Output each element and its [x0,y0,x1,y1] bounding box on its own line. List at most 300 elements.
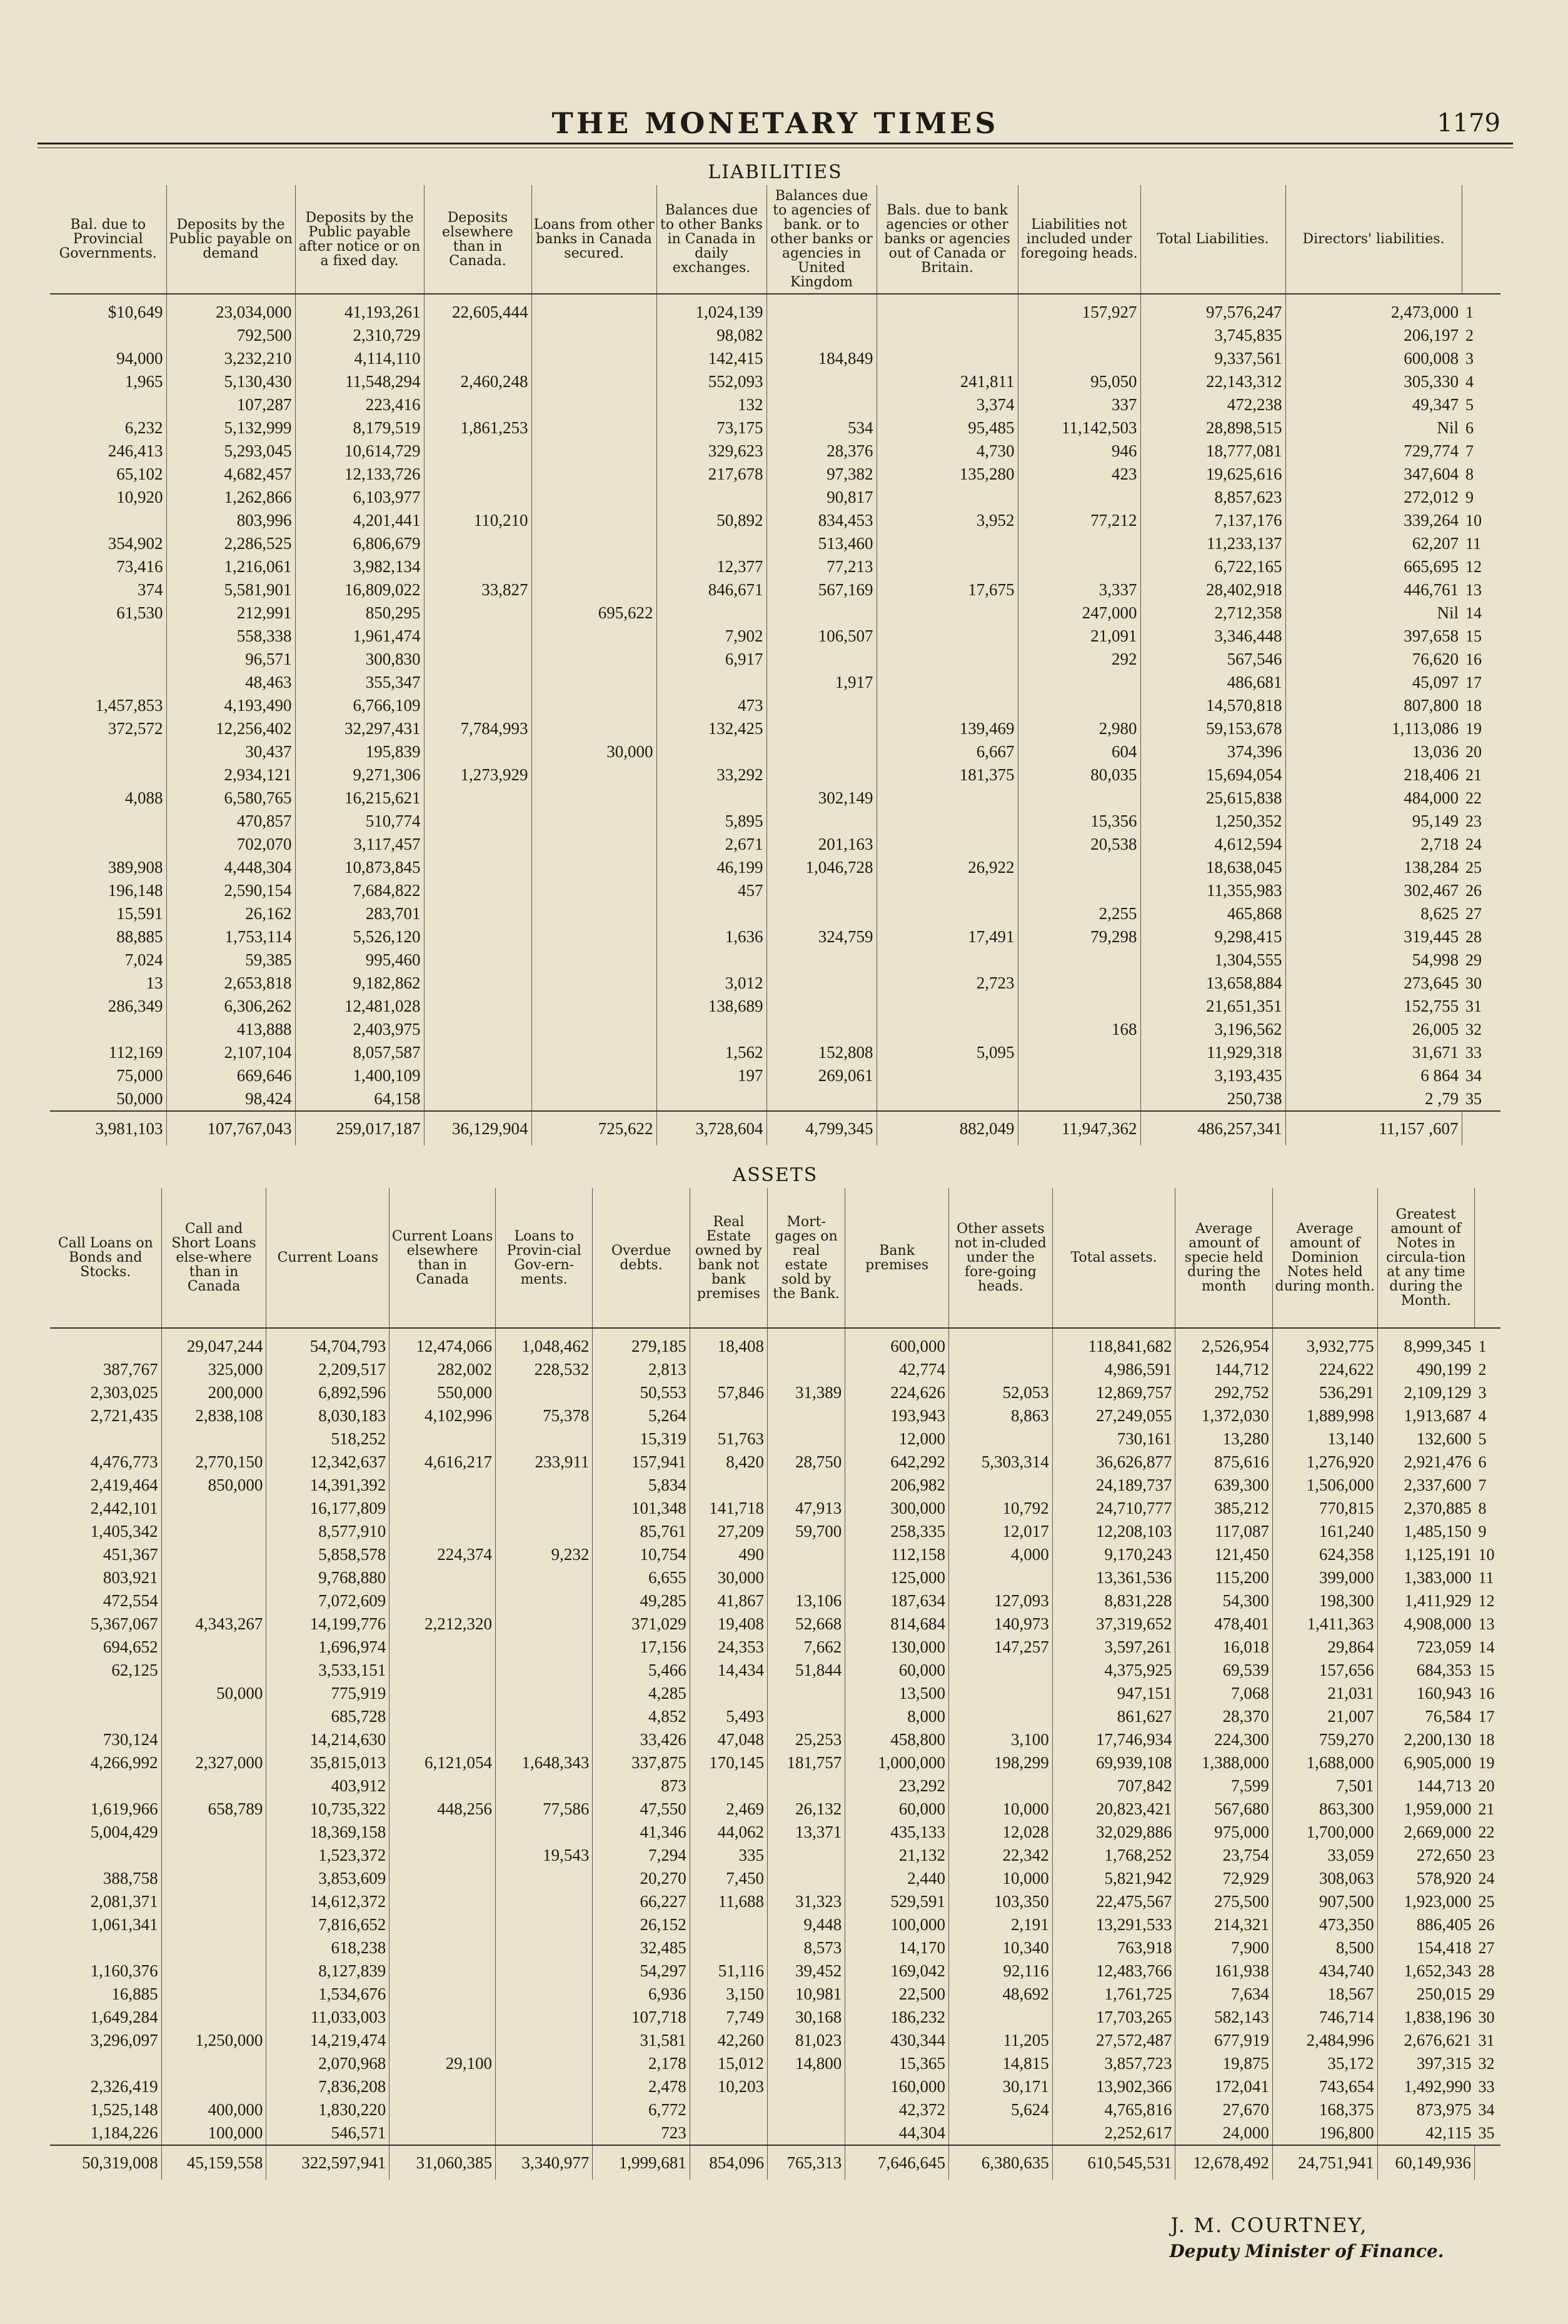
table-cell: 5,303,314 [949,1451,1053,1474]
table-cell: 1,525,148 [90,2100,158,2119]
table-row [50,2075,1500,2098]
liabilities-row-number-header [1462,185,1500,294]
table-row [50,1890,1500,1913]
table-cell: 168,375 [1272,2098,1377,2121]
table-cell: 154,418 [1377,1936,1474,1959]
table-cell: 197 [656,1064,766,1087]
table-cell: 275,500 [1175,1890,1272,1913]
table-cell: 72,929 [1175,1867,1272,1890]
table-cell: 1,024,139 [656,294,766,324]
table-cell: 12,028 [949,1821,1053,1844]
table-row [50,416,1500,440]
table-cell: 3,982,134 [295,555,424,578]
table-cell [161,1566,266,1589]
table-row [50,1543,1500,1566]
table-cell [766,810,877,833]
table-cell: 10,754 [593,1543,690,1566]
table-cell: 339,264 [1285,509,1462,532]
table-cell: 546,571 [266,2121,389,2145]
table-cell: 1,534,676 [266,1983,389,2006]
table-cell: 101,348 [593,1497,690,1520]
assets-column-header: Real Estate owned by bank not bank premises [690,1188,767,1328]
table-cell: 490,199 [1377,1358,1474,1381]
table-cell: 7,662 [768,1636,845,1659]
table-cell: 13,280 [1175,1427,1272,1451]
table-cell: 117,087 [1175,1520,1272,1543]
table-cell [1018,555,1140,578]
table-cell [949,1474,1053,1497]
table-cell: 11,033,003 [266,2006,389,2029]
table-cell: 4,612,594 [1140,833,1285,856]
table-cell [766,902,877,925]
table-cell [161,1543,266,1566]
table-cell: 863,300 [1272,1798,1377,1821]
table-cell: 7,024 [124,950,163,969]
table-cell: 2,419,464 [90,1476,158,1494]
table-cell [531,416,656,440]
table-cell [949,1566,1053,1589]
table-cell: 8,863 [949,1404,1053,1427]
table-cell: 54,297 [593,1959,690,1983]
table-cell: 1,696,974 [266,1636,389,1659]
masthead-rule [38,143,1513,144]
table-cell: 73,416 [116,557,163,576]
table-cell [768,1474,845,1497]
table-cell [389,1821,496,1844]
table-cell: 17,746,934 [1052,1728,1175,1751]
table-cell: 13,106 [768,1589,845,1612]
table-cell: 198,300 [1272,1589,1377,1612]
table-cell: 1,372,030 [1175,1404,1272,1427]
table-cell: 8,179,519 [295,416,424,440]
table-cell: 241,811 [877,370,1018,393]
table-cell [496,1983,593,2006]
table-cell: 4,852 [593,1705,690,1728]
row-number: 34 [1478,2101,1495,2119]
table-cell: 397,658 [1285,625,1462,648]
table-cell [424,324,531,347]
table-cell: 1,216,061 [166,555,295,578]
table-cell [531,833,656,856]
table-cell: 21,132 [845,1844,949,1867]
table-cell: 112,169 [108,1043,163,1062]
row-number: 17 [1465,673,1482,692]
table-cell: 8,127,839 [266,1959,389,1983]
table-cell: 52,053 [949,1381,1053,1404]
table-row [50,1959,1500,1983]
table-cell: 1,619,966 [90,1799,158,1818]
table-cell: 3,745,835 [1140,324,1285,347]
table-cell: 13,140 [1272,1427,1377,1451]
table-cell [690,1358,767,1381]
table-cell: 302,467 [1285,879,1462,902]
table-cell: 1,405,342 [90,1522,158,1541]
signatory-name: J. M. COURTNEY, [1170,2213,1368,2237]
table-cell: 7,634 [1175,1983,1272,2006]
table-cell [161,2075,266,2098]
table-cell: 22,342 [949,1844,1053,1867]
table-cell: 850,000 [161,1474,266,1497]
table-cell [531,532,656,555]
total-cell: 854,096 [690,2145,767,2180]
table-cell: 995,460 [295,948,424,972]
table-cell: 2,327,000 [161,1751,266,1774]
table-cell: 5,367,067 [90,1614,158,1633]
table-cell [424,902,531,925]
table-cell: 685,728 [266,1705,389,1728]
table-cell [424,1087,531,1111]
table-row [50,1774,1500,1798]
table-cell [768,1328,845,1358]
table-cell [766,879,877,902]
table-cell: 2,980 [1018,717,1140,740]
table-cell: 446,761 [1285,578,1462,601]
table-cell: 4,000 [949,1543,1053,1566]
row-number: 5 [1478,1430,1487,1448]
table-cell: 28,370 [1175,1705,1272,1728]
table-cell: 490 [690,1543,767,1566]
table-row [50,1041,1500,1064]
table-cell [531,925,656,948]
table-cell [531,486,656,509]
table-cell: 12,342,637 [266,1451,389,1474]
table-cell: 35,172 [1272,2052,1377,2075]
table-cell [690,1774,767,1798]
table-cell: 7,816,652 [266,1913,389,1936]
table-cell: 1,388,000 [1175,1751,1272,1774]
row-number: 26 [1465,882,1482,900]
table-cell [1018,347,1140,370]
table-cell: 10,340 [949,1936,1053,1959]
table-cell [531,1064,656,1087]
row-number: 4 [1478,1407,1487,1425]
table-cell: 10,000 [949,1867,1053,1890]
table-cell: 12,481,028 [295,995,424,1018]
table-cell [161,1867,266,1890]
table-cell: 3,337 [1018,578,1140,601]
total-cell: 45,159,558 [161,2145,266,2180]
table-cell [877,694,1018,717]
table-row [50,717,1500,740]
table-cell: 17,675 [877,578,1018,601]
table-cell: 1,400,109 [295,1064,424,1087]
table-cell: 861,627 [1052,1705,1175,1728]
table-cell [389,1728,496,1751]
total-cell: 31,060,385 [389,2145,496,2180]
table-cell [161,1844,266,1867]
table-cell: 127,093 [949,1589,1053,1612]
table-cell: 1,485,150 [1377,1520,1474,1543]
total-cell: 60,149,936 [1377,2145,1474,2180]
row-number: 26 [1478,1916,1495,1934]
table-cell: 45,097 [1285,671,1462,694]
table-cell: 400,000 [161,2098,266,2121]
table-cell [877,995,1018,1018]
table-cell [766,740,877,763]
table-cell: 106,507 [766,625,877,648]
table-cell [424,463,531,486]
table-cell [389,1497,496,1520]
table-cell: 292,752 [1175,1381,1272,1404]
table-cell: 300,000 [845,1497,949,1520]
row-number: 31 [1465,997,1482,1015]
table-cell: 6,806,679 [295,532,424,555]
liabilities-column-header: Liabilities not included under foregoing heads. [1018,185,1140,294]
row-number: 10 [1478,1546,1495,1564]
table-cell: 48,692 [949,1983,1053,2006]
table-cell: 206,197 [1285,324,1462,347]
table-cell: 803,996 [166,509,295,532]
table-cell [531,1041,656,1064]
table-cell [496,1427,593,1451]
table-cell [50,1682,161,1705]
table-cell: 77,213 [766,555,877,578]
table-cell: 18,408 [690,1328,767,1358]
table-cell: 3,597,261 [1052,1636,1175,1659]
table-cell: 195,839 [295,740,424,763]
table-cell: 181,375 [877,763,1018,787]
table-cell: 807,800 [1285,694,1462,717]
table-cell: 4,102,996 [389,1404,496,1427]
table-cell: 5,493 [690,1705,767,1728]
table-cell [496,1682,593,1705]
table-cell: 250,015 [1377,1983,1474,2006]
table-row [50,1728,1500,1751]
table-cell: 98,424 [166,1087,295,1111]
table-cell: 160,943 [1377,1682,1474,1705]
table-cell: 224,374 [389,1543,496,1566]
table-cell: 26,005 [1285,1018,1462,1041]
table-cell: 1,506,000 [1272,1474,1377,1497]
table-cell: 144,712 [1175,1358,1272,1381]
table-cell: 2,081,371 [90,1892,158,1911]
table-cell [496,1474,593,1497]
table-cell: 2,526,954 [1175,1328,1272,1358]
table-cell: 6,580,765 [166,787,295,810]
table-cell [656,948,766,972]
row-number: 10 [1465,511,1482,530]
table-cell: 7,684,822 [295,879,424,902]
table-cell: 434,740 [1272,1959,1377,1983]
table-cell [690,2121,767,2145]
table-cell: 135,280 [877,463,1018,486]
row-number: 34 [1465,1067,1482,1085]
table-cell: 15,591 [116,904,163,923]
table-cell [656,532,766,555]
table-row [50,925,1500,948]
table-cell: 658,789 [161,1798,266,1821]
table-cell [496,1636,593,1659]
table-cell [424,972,531,995]
table-cell: 96,571 [166,648,295,671]
table-cell: 246,413 [108,441,163,460]
table-cell: 121,450 [1175,1543,1272,1566]
table-cell: 103,350 [949,1890,1053,1913]
table-row [50,740,1500,763]
assets-header-row [50,1188,1500,1328]
table-cell: 20,538 [1018,833,1140,856]
table-cell: 9,271,306 [295,763,424,787]
table-cell [690,1474,767,1497]
table-cell: 6,306,262 [166,995,295,1018]
table-cell: 1,889,998 [1272,1404,1377,1427]
table-cell: 729,774 [1285,440,1462,463]
assets-column-header: Call Loans on Bonds and Stocks. [50,1188,161,1328]
table-cell: 19,875 [1175,2052,1272,2075]
table-row [50,2006,1500,2029]
table-cell: 14,219,474 [266,2029,389,2052]
row-number: 8 [1478,1499,1487,1517]
table-cell: 354,902 [108,534,163,553]
table-cell [50,1018,166,1041]
table-cell: 397,315 [1377,2052,1474,2075]
table-cell [531,995,656,1018]
table-cell: 9,232 [496,1543,593,1566]
table-cell: 2,442,101 [90,1499,158,1517]
table-cell: 2,460,248 [424,370,531,393]
table-cell: 132,425 [656,717,766,740]
table-cell: 2,770,150 [161,1451,266,1474]
table-cell: 30,437 [166,740,295,763]
table-cell: 29,864 [1272,1636,1377,1659]
page-number: 1179 [1437,109,1500,138]
table-cell: 273,645 [1285,972,1462,995]
table-cell [877,601,1018,625]
table-cell: 4,730 [877,440,1018,463]
row-number: 25 [1478,1893,1495,1911]
table-cell [424,1064,531,1087]
table-cell [389,1913,496,1936]
table-cell: 684,353 [1377,1659,1474,1682]
table-cell: 7,072,609 [266,1589,389,1612]
table-cell: 3,150 [690,1983,767,2006]
table-row [50,1751,1500,1774]
table-cell [389,2006,496,2029]
table-cell [766,694,877,717]
table-cell: 1,250,352 [1140,810,1285,833]
row-number: 6 [1478,1453,1487,1471]
table-cell: 300,830 [295,648,424,671]
row-number: 11 [1465,535,1482,553]
table-cell [768,1844,845,1867]
table-cell [50,1774,161,1798]
table-cell [1018,995,1140,1018]
table-cell [50,740,166,763]
table-cell: 1,562 [656,1041,766,1064]
table-cell: 112,158 [845,1543,949,1566]
assets-title: ASSETS [732,1164,818,1186]
table-cell: 1,917 [766,671,877,694]
table-cell [768,1705,845,1728]
table-cell: 27,572,487 [1052,2029,1175,2052]
table-cell: 337 [1018,393,1140,416]
table-row [50,694,1500,717]
table-cell: 42,774 [845,1358,949,1381]
table-cell: 770,815 [1272,1497,1377,1520]
table-cell [161,1890,266,1913]
table-cell: 11,142,503 [1018,416,1140,440]
table-cell: 69,939,108 [1052,1751,1175,1774]
table-cell: 8,573 [768,1936,845,1959]
table-cell: 886,405 [1377,1913,1474,1936]
table-cell [161,1589,266,1612]
table-cell [161,1821,266,1844]
table-cell: 50,553 [593,1381,690,1404]
table-cell: 51,844 [768,1659,845,1682]
table-cell: 20,270 [593,1867,690,1890]
table-cell: 2,109,129 [1377,1381,1474,1404]
table-cell: 77,586 [496,1798,593,1821]
table-cell [768,1566,845,1589]
table-cell: 49,285 [593,1589,690,1612]
table-cell: 59,153,678 [1140,717,1285,740]
table-cell [531,370,656,393]
table-cell: 5,095 [877,1041,1018,1064]
table-cell: 14,612,372 [266,1890,389,1913]
table-cell: 5,293,045 [166,440,295,463]
liabilities-column-header: Deposits elsewhere than in Canada. [424,185,531,294]
table-cell: 946 [1018,440,1140,463]
table-cell: 14,434 [690,1659,767,1682]
row-number: 1 [1465,303,1474,321]
table-cell [424,995,531,1018]
table-cell: 224,622 [1272,1358,1377,1381]
assets-column-header: Total assets. [1052,1188,1175,1328]
table-row [50,856,1500,879]
table-cell [877,1018,1018,1041]
table-cell: 26,132 [768,1798,845,1821]
row-number: 3 [1478,1384,1487,1402]
table-cell [768,2098,845,2121]
table-cell: 12,208,103 [1052,1520,1175,1543]
assets-column-header: Loans to Provin-cial Gov-ern-ments. [496,1188,593,1328]
table-cell: 1,125,191 [1377,1543,1474,1566]
table-cell: 13,361,536 [1052,1566,1175,1589]
row-number: 2 [1465,326,1474,345]
table-cell: 13,902,366 [1052,2075,1175,2098]
table-cell: 23,034,000 [166,294,295,324]
table-cell: 12,133,726 [295,463,424,486]
table-cell: 10,000 [949,1798,1053,1821]
table-cell: 582,143 [1175,2006,1272,2029]
table-row [50,486,1500,509]
table-cell: 37,319,652 [1052,1612,1175,1636]
row-number: 18 [1465,697,1482,715]
table-cell: 1,861,253 [424,416,531,440]
table-cell: 60,000 [845,1798,949,1821]
table-cell: 247,000 [1018,601,1140,625]
table-cell: 1,688,000 [1272,1751,1377,1774]
table-cell: 11,929,318 [1140,1041,1285,1064]
row-number: 27 [1478,1939,1495,1957]
table-cell: 132,600 [1377,1427,1474,1451]
table-cell: 41,193,261 [295,294,424,324]
total-cell: 486,257,341 [1140,1111,1285,1145]
table-cell: 9,170,243 [1052,1543,1175,1566]
total-cell: 1,999,681 [593,2145,690,2180]
table-cell: 80,035 [1018,763,1140,787]
table-cell: 14,800 [768,2052,845,2075]
table-cell [531,671,656,694]
table-cell: Nil [1285,416,1462,440]
table-row [50,1983,1500,2006]
table-cell [531,555,656,578]
table-cell [877,625,1018,648]
table-cell: 10,614,729 [295,440,424,463]
table-cell: 1,959,000 [1377,1798,1474,1821]
table-cell: 85,761 [593,1520,690,1543]
total-cell: 4,799,345 [766,1111,877,1145]
